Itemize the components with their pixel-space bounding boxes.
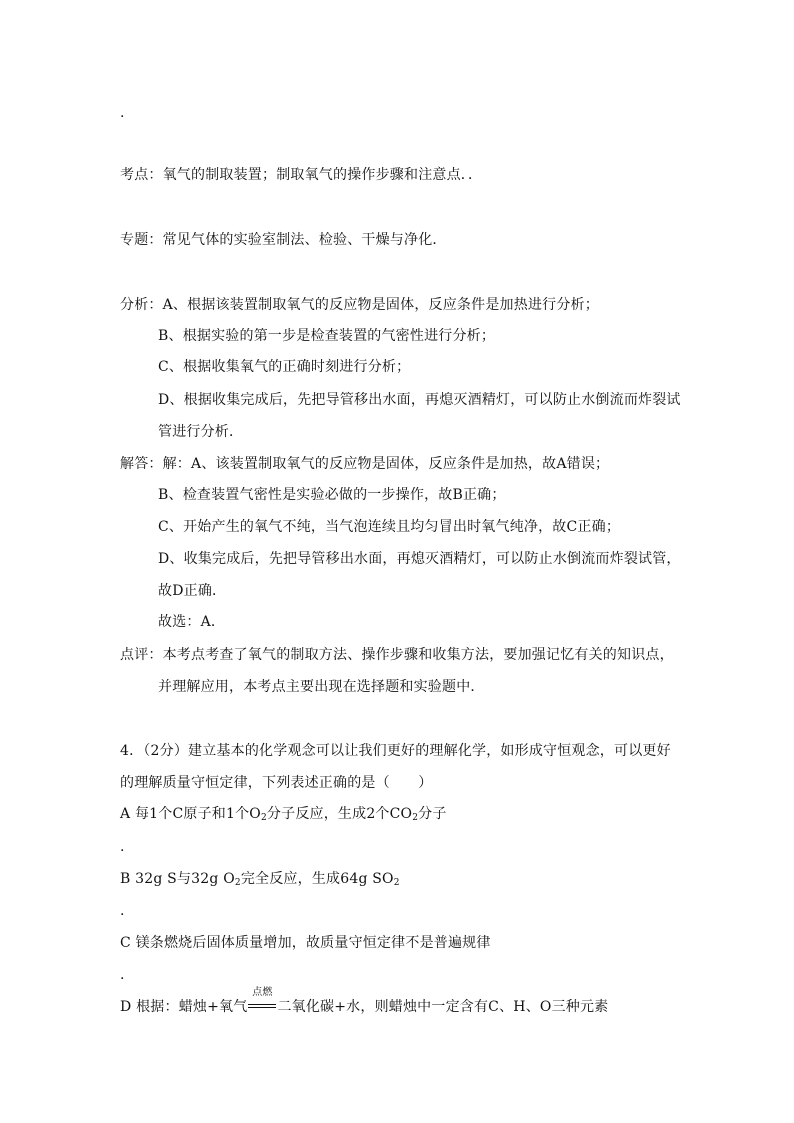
kaodian-line <box>120 166 482 184</box>
option-c <box>120 934 491 952</box>
fenxi-line-2: B、根据实验的第一步是检查装置的气密性进行分析； <box>158 328 496 344</box>
reaction-condition-arrow <box>248 987 276 1012</box>
option-a-text-2: 分子反应，生成2个CO <box>266 806 413 822</box>
option-b <box>120 870 400 888</box>
dianping-text: 本考点考查了氧气的制取方法、操作步骤和收集方法，要加强记忆有关的知识点， <box>162 647 674 663</box>
jieda-line-4: D、收集完成后，先把导管移出水面，再熄灭酒精灯，可以防止水倒流而炸裂试管， <box>158 551 681 567</box>
equals-bar-top <box>248 1004 276 1005</box>
jieda-label: 解答： <box>120 456 163 472</box>
option-b-sub-2: 2 <box>393 878 400 888</box>
option-a-sub-2: 2 <box>412 813 419 823</box>
jieda-text: 解：A、该装置制取氧气的反应物是固体，反应条件是加热，故A错误； <box>162 456 610 472</box>
option-c-text: 镁条燃烧后固体质量增加，故质量守恒定律不是普遍规律 <box>135 935 491 951</box>
fenxi-text: A、根据该装置制取氧气的反应物是固体，反应条件是加热进行分析； <box>162 297 599 313</box>
zhuanti-line <box>120 231 447 249</box>
option-a-letter: A <box>120 806 131 822</box>
question4-line-2: 的理解质量守恒定律，下列表述正确的是（ ） <box>120 775 433 791</box>
equals-bar-bottom <box>248 1007 276 1008</box>
option-a-dot: . <box>120 839 125 855</box>
option-b-letter: B <box>120 871 131 887</box>
fenxi-line-3: C、根据收集氧气的正确时刻进行分析； <box>158 359 411 375</box>
jieda-line-1 <box>120 455 609 473</box>
option-a <box>120 805 447 823</box>
jieda-line-5: 故D正确． <box>158 583 227 599</box>
zhuanti-text: 常见气体的实验室制法、检验、干燥与净化． <box>162 232 447 248</box>
option-a-sub-1: 2 <box>260 813 267 823</box>
dianping-label: 点评： <box>120 647 163 663</box>
option-b-sub-1: 2 <box>234 878 241 888</box>
option-a-text-1: 每1个C原子和1个O <box>134 806 261 822</box>
dianping-line-2: 并理解应用，本考点主要出现在选择题和实验题中． <box>158 679 485 695</box>
question4-line-1: 4．（2分）建立基本的化学观念可以让我们更好的理解化学，如形成守恒观念，可以更好 <box>120 743 671 759</box>
option-d <box>120 987 609 1016</box>
option-a-text-3: 分子 <box>418 806 447 822</box>
option-d-text-1: 根据：蜡烛+氧气 <box>136 999 248 1015</box>
fenxi-line-1 <box>120 296 599 314</box>
option-d-letter: D <box>120 999 132 1015</box>
fenxi-label: 分析： <box>120 297 163 313</box>
option-c-dot: . <box>120 967 125 983</box>
jieda-line-3: C、开始产生的氧气不纯，当气泡连续且均匀冒出时氧气纯净，故C正确； <box>158 519 621 535</box>
fenxi-line-5: 管进行分析． <box>158 424 244 440</box>
option-b-text-1: 32g S与32g O <box>135 871 235 887</box>
zhuanti-label: 专题： <box>120 232 163 248</box>
option-b-text-2: 完全反应，生成64g SO <box>240 871 394 887</box>
jieda-line-2: B、检查装置气密性是实验必做的一步操作，故B正确； <box>158 487 506 503</box>
option-c-letter: C <box>120 935 131 951</box>
reaction-condition-label: 点燃 <box>252 987 273 998</box>
jieda-line-6: 故选：A． <box>158 614 226 630</box>
dianping-line-1 <box>120 646 674 664</box>
option-d-text-2: 二氧化碳+水，则蜡烛中一定含有C、H、O三种元素 <box>277 999 609 1015</box>
leading-dot: . <box>120 105 125 121</box>
option-b-dot: . <box>120 903 125 919</box>
kaodian-label: 考点： <box>120 167 163 183</box>
kaodian-text: 氧气的制取装置；制取氧气的操作步骤和注意点．． <box>162 167 483 183</box>
fenxi-line-4: D、根据收集完成后，先把导管移出水面，再熄灭酒精灯，可以防止水倒流而炸裂试 <box>158 392 681 408</box>
